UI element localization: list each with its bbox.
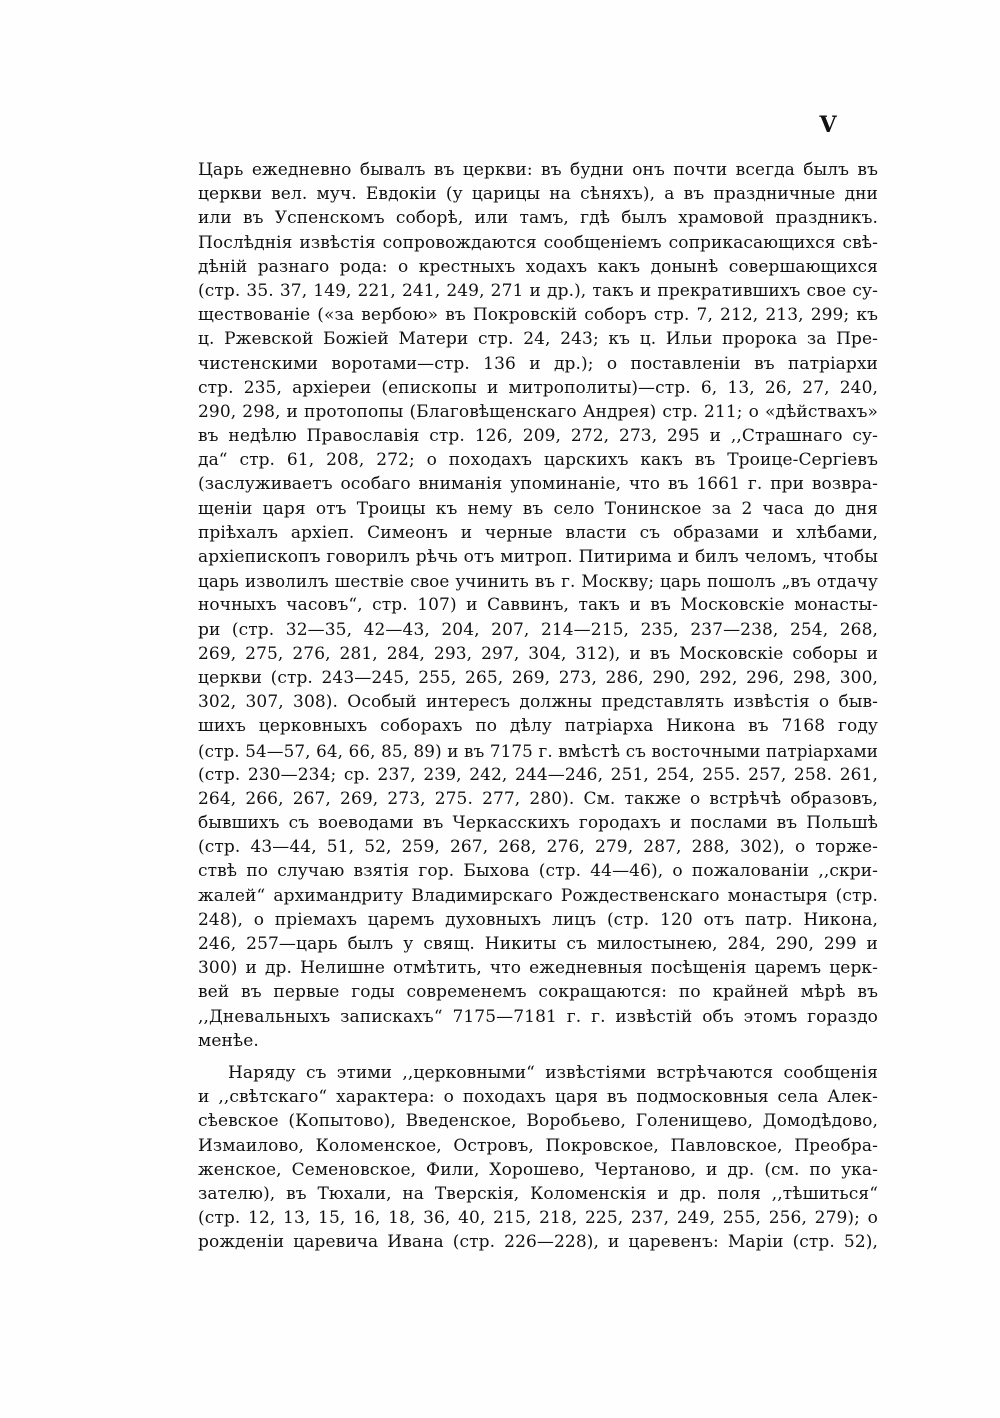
text-line: церкви (стр. 243—245, 255, 265, 269, 273, 286, 290, 292, 296, 298, 300, (198, 667, 878, 688)
text-line: (стр. 54—57, 64, 66, 85, 89) и въ 7175 г. вмѣстѣ съ восточными патріархами (198, 740, 878, 761)
text-line: царь изволилъ шествіе свое учинить въ г. Москву; царь пошолъ „въ отдачу (198, 571, 878, 592)
text-line: да“ стр. 61, 208, 272; о походахъ царскихъ какъ въ Троице-Сергіевъ (198, 450, 878, 471)
text-line: архіепископъ говорилъ рѣчь отъ митроп. Питирима и билъ челомъ, чтобы (198, 547, 878, 567)
text-line: 248), о пріемахъ царемъ духовныхъ лицъ (стр. 120 отъ патр. Никона, (198, 909, 878, 930)
text-line: (стр. 35. 37, 149, 221, 241, 249, 271 и др.), такъ и прекратившихъ свое су- (198, 280, 878, 301)
paragraph-1 (198, 158, 878, 1053)
text-line: стр. 235, архіереи (епископы и митрополиты)—стр. 6, 13, 26, 27, 240, (198, 377, 878, 398)
text-line: вей въ первые годы современемъ сокращаются: по крайней мѣрѣ въ (198, 982, 878, 1003)
text-line: ц. Ржевской Божіей Матери стр. 24, 243; къ ц. Ильи пророка за Пре- (198, 329, 878, 350)
text-line: зателю), въ Тюхали, на Тверскія, Коломенскія и др. поля ,,тѣшиться“ (198, 1183, 878, 1204)
text-line: Измаилово, Коломенское, Островъ, Покровское, Павловское, Преобра- (198, 1135, 878, 1156)
text-line: ,,Дневальныхъ запискахъ“ 7175—7181 г. г. извѣстій объ этомъ гораздо (198, 1006, 878, 1027)
text-line: бывшихъ съ воеводами въ Черкасскихъ городахъ и послами въ Польшѣ (198, 813, 878, 834)
text-line: 264, 266, 267, 269, 273, 275. 277, 280). См. также о встрѣчѣ образовъ, (198, 788, 878, 809)
text-line: Царь ежедневно бывалъ въ церкви: въ будни онъ почти всегда былъ въ (198, 160, 878, 180)
text-line: женское, Семеновское, Фили, Хорошево, Чертаново, и др. (см. по ука- (198, 1159, 878, 1180)
text-line: пріѣхалъ архіеп. Симеонъ и черные власти съ образами и хлѣбами, (198, 522, 878, 543)
text-line: (стр. 230—234; ср. 237, 239, 242, 244—246, 251, 254, 255. 257, 258. 261, (198, 764, 878, 785)
paragraph-2 (198, 1061, 878, 1255)
text-line: жалей“ архимандриту Владимирскаго Рождественскаго монастыря (стр. (198, 885, 878, 906)
text-line: ствѣ по случаю взятія гор. Быхова (стр. 44—46), о пожалованіи ,,скри- (198, 861, 878, 882)
text-line: 302, 307, 308). Особый интересъ должны представлять извѣстія о быв- (198, 692, 878, 713)
text-line: (стр. 12, 13, 15, 16, 18, 36, 40, 215, 218, 225, 237, 249, 255, 256, 279); о (198, 1208, 878, 1229)
text-line: ществованіе («за вербою» въ Покровскій соборъ стр. 7, 212, 213, 299; къ (198, 305, 878, 326)
text-line: рожденіи царевича Ивана (стр. 226—228), и царевенъ: Маріи (стр. 52), (198, 1232, 878, 1253)
text-line: (заслуживаетъ особаго вниманія упоминаніе, что въ 1661 г. при возвра- (198, 474, 878, 495)
text-line: чистенскими воротами—стр. 136 и др.); о поставленіи въ патріархи (198, 353, 878, 374)
text-line: церкви вел. муч. Евдокіи (у царицы на сѣняхъ), а въ праздничные дни (198, 184, 878, 205)
text-line: 269, 275, 276, 281, 284, 293, 297, 304, 312), и въ Московскіе соборы и (198, 643, 878, 664)
text-line: или въ Успенскомъ соборѣ, или тамъ, гдѣ былъ храмовой праздникъ. (198, 208, 878, 229)
text-line: ри (стр. 32—35, 42—43, 204, 207, 214—215, 235, 237—238, 254, 268, (198, 619, 878, 640)
text-line: щеніи царя отъ Троицы къ нему въ село Тонинское за 2 часа до дня (198, 498, 878, 519)
text-line: 246, 257—царь былъ у свящ. Никиты съ милостынею, 284, 290, 299 и (198, 934, 878, 954)
body-text (198, 158, 878, 1254)
text-line: Наряду съ этими ,,церковными“ извѣстіями встрѣчаются сообщенія (228, 1062, 878, 1083)
text-line: дѣній разнаго рода: о крестныхъ ходахъ какъ донынѣ совершающихся (198, 256, 878, 277)
text-line: и ,,свѣтскаго“ характера: о походахъ царя въ подмосковныя села Алек- (198, 1087, 878, 1108)
text-line: (стр. 43—44, 51, 52, 259, 267, 268, 276, 279, 287, 288, 302), о торже- (198, 837, 878, 858)
text-line: Послѣднія извѣстія сопровождаются сообщеніемъ соприкасающихся свѣ- (198, 232, 878, 253)
text-line: 290, 298, и протопопы (Благовѣщенскаго Андрея) стр. 211; о «дѣйствахъ» (198, 401, 878, 422)
page-number: V (819, 112, 837, 138)
text-line: менѣе. (198, 1030, 259, 1051)
text-line: ночныхъ часовъ“, стр. 107) и Саввинъ, такъ и въ Московскіе монасты- (198, 595, 878, 616)
text-line: 300) и др. Нелишне отмѣтить, что ежедневныя посѣщенія царемъ церк- (198, 958, 878, 979)
text-line: въ недѣлю Православія стр. 126, 209, 272, 273, 295 и ,,Страшнаго су- (198, 426, 878, 447)
text-line: сѣевское (Копытово), Введенское, Воробьево, Голенищево, Домодѣдово, (198, 1111, 878, 1132)
text-line: шихъ церковныхъ соборахъ по дѣлу патріарха Никона въ 7168 году (198, 716, 878, 737)
